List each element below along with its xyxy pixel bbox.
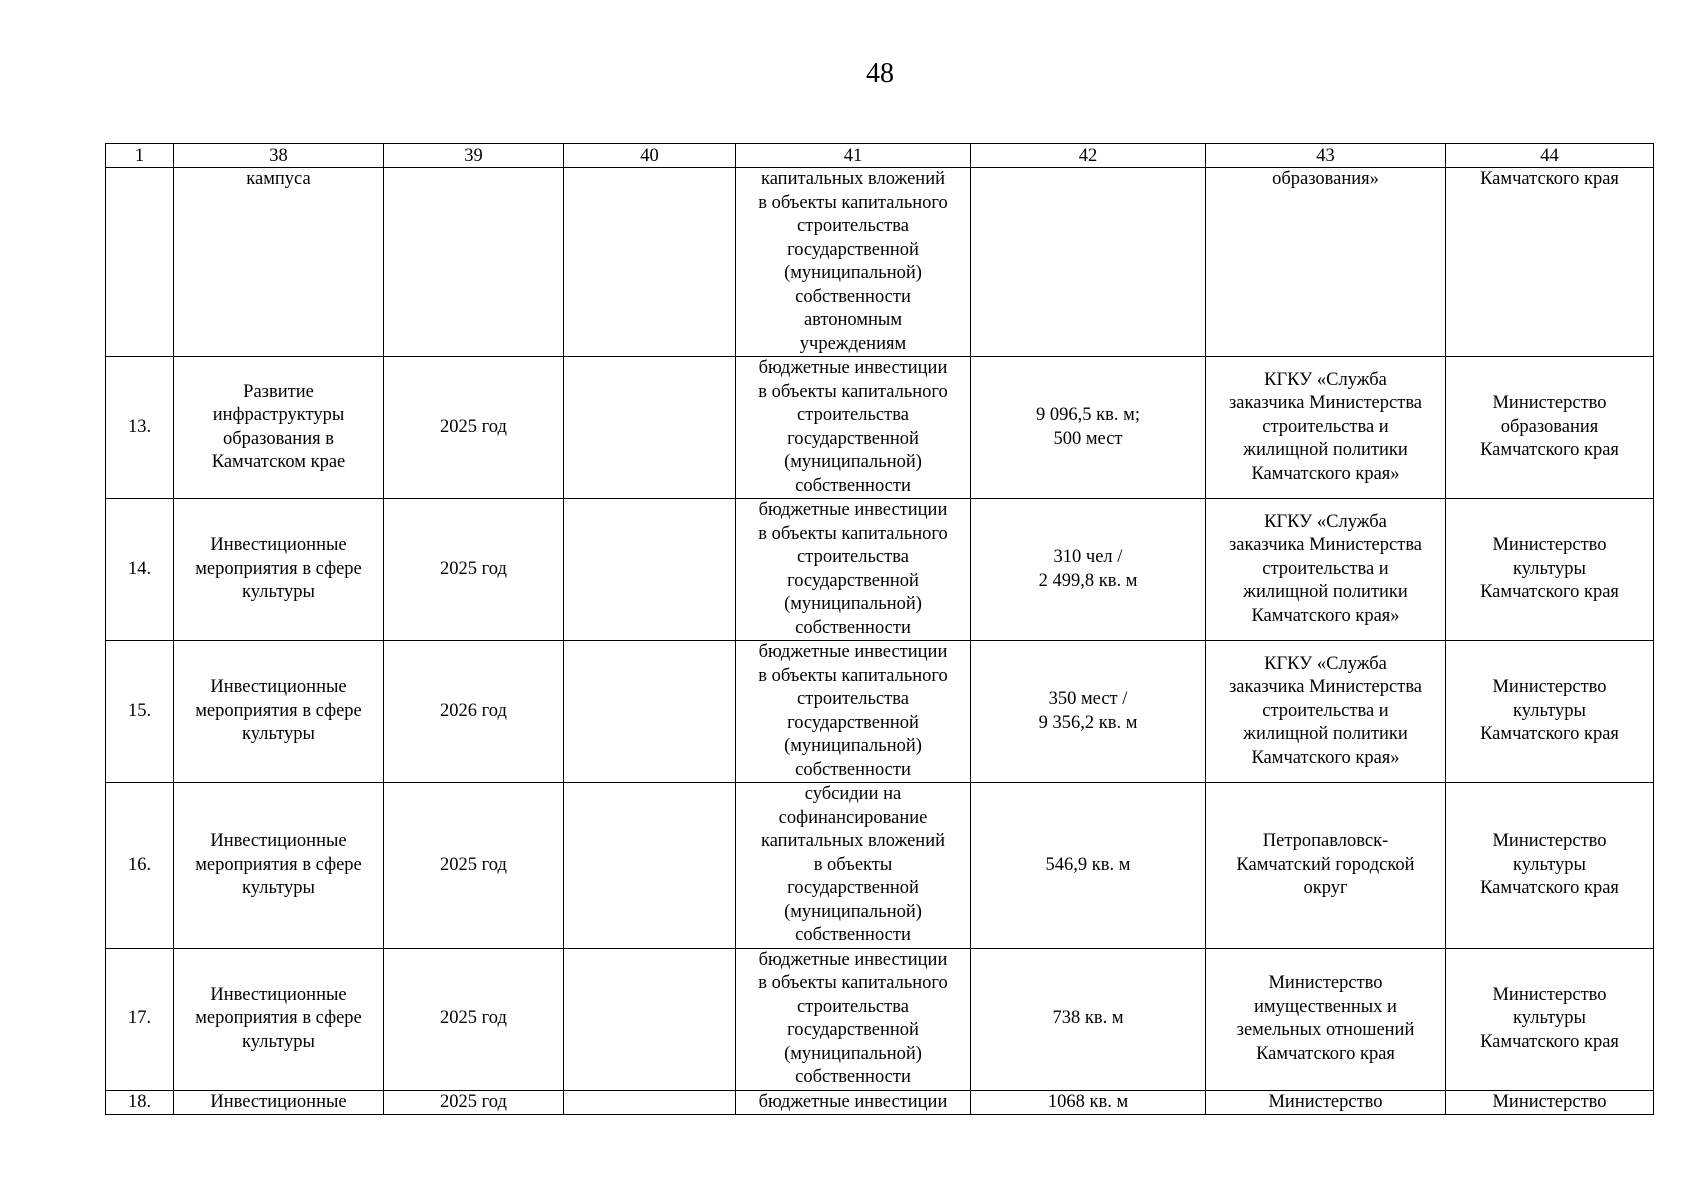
row-number: 14.	[106, 499, 174, 641]
customer-cell: КГКУ «Служба заказчика Министерства строительства и жилищной политики Камчатского края»	[1206, 357, 1446, 499]
capacity-cell: 9 096,5 кв. м; 500 мест	[971, 357, 1206, 499]
table-row	[106, 948, 1654, 1090]
year-cell: 2025 год	[384, 948, 564, 1090]
ministry-cell: Министерство культуры Камчатского края	[1446, 948, 1654, 1090]
year-cell: 2025 год	[384, 783, 564, 949]
table-cell	[564, 499, 736, 641]
column-number: 41	[736, 144, 971, 168]
investment-type-cell: бюджетные инвестиции в объекты капитального строительства государственной (муниципальной) собственности	[736, 641, 971, 783]
ministry-cell: Министерство культуры Камчатского края	[1446, 783, 1654, 949]
table-cell: Камчатского края	[1446, 168, 1654, 357]
column-number: 43	[1206, 144, 1446, 168]
ministry-cell: Министерство образования Камчатского края	[1446, 357, 1654, 499]
table-cell	[564, 948, 736, 1090]
investment-table	[105, 143, 1654, 1115]
row-number: 17.	[106, 948, 174, 1090]
event-name-cell: Инвестиционные мероприятия в сфере культуры	[174, 499, 384, 641]
year-cell: 2026 год	[384, 641, 564, 783]
customer-cell: Министерство	[1206, 1090, 1446, 1114]
row-number: 16.	[106, 783, 174, 949]
capacity-cell: 1068 кв. м	[971, 1090, 1206, 1114]
table-row	[106, 357, 1654, 499]
table-cell: образования»	[1206, 168, 1446, 357]
table-cell	[971, 168, 1206, 357]
table-row	[106, 499, 1654, 641]
table-cell	[564, 357, 736, 499]
customer-cell: Министерство имущественных и земельных отношений Камчатского края	[1206, 948, 1446, 1090]
event-name-cell: Инвестиционные	[174, 1090, 384, 1114]
table-cell: кампуса	[174, 168, 384, 357]
customer-cell: КГКУ «Служба заказчика Министерства строительства и жилищной политики Камчатского края»	[1206, 499, 1446, 641]
event-name-cell: Инвестиционные мероприятия в сфере культуры	[174, 948, 384, 1090]
column-number: 42	[971, 144, 1206, 168]
table-cell	[106, 168, 174, 357]
ministry-cell: Министерство	[1446, 1090, 1654, 1114]
capacity-cell: 738 кв. м	[971, 948, 1206, 1090]
event-name-cell: Инвестиционные мероприятия в сфере культуры	[174, 783, 384, 949]
row-number: 13.	[106, 357, 174, 499]
investment-type-cell: бюджетные инвестиции в объекты капитального строительства государственной (муниципальной) собственности	[736, 499, 971, 641]
column-number: 44	[1446, 144, 1654, 168]
capacity-cell: 350 мест / 9 356,2 кв. м	[971, 641, 1206, 783]
table-cell: капитальных вложений в объекты капитального строительства государственной (муниципальной) собственности автономным учреждениям	[736, 168, 971, 357]
table-row	[106, 641, 1654, 783]
investment-type-cell: бюджетные инвестиции в объекты капитального строительства государственной (муниципальной) собственности	[736, 357, 971, 499]
year-cell: 2025 год	[384, 357, 564, 499]
column-number-row	[106, 144, 1654, 168]
year-cell: 2025 год	[384, 1090, 564, 1114]
table-cell	[564, 1090, 736, 1114]
table-cell	[564, 641, 736, 783]
page-number: 48	[866, 58, 894, 89]
column-number: 38	[174, 144, 384, 168]
ministry-cell: Министерство культуры Камчатского края	[1446, 499, 1654, 641]
table-cell	[384, 168, 564, 357]
row-number: 15.	[106, 641, 174, 783]
customer-cell: КГКУ «Служба заказчика Министерства строительства и жилищной политики Камчатского края»	[1206, 641, 1446, 783]
row-number: 18.	[106, 1090, 174, 1114]
continuation-row	[106, 168, 1654, 357]
customer-cell: Петропавловск- Камчатский городской округ	[1206, 783, 1446, 949]
investment-type-cell: бюджетные инвестиции в объекты капитального строительства государственной (муниципальной) собственности	[736, 948, 971, 1090]
column-number: 40	[564, 144, 736, 168]
column-number: 1	[106, 144, 174, 168]
investment-type-cell: субсидии на софинансирование капитальных вложений в объекты государственной (муниципальной) собственности	[736, 783, 971, 949]
event-name-cell: Развитие инфраструктуры образования в Камчатском крае	[174, 357, 384, 499]
table-cell	[564, 168, 736, 357]
table-cell	[564, 783, 736, 949]
investment-type-cell: бюджетные инвестиции	[736, 1090, 971, 1114]
year-cell: 2025 год	[384, 499, 564, 641]
column-number: 39	[384, 144, 564, 168]
ministry-cell: Министерство культуры Камчатского края	[1446, 641, 1654, 783]
event-name-cell: Инвестиционные мероприятия в сфере культуры	[174, 641, 384, 783]
capacity-cell: 546,9 кв. м	[971, 783, 1206, 949]
table-row	[106, 783, 1654, 949]
table-row	[106, 1090, 1654, 1114]
capacity-cell: 310 чел / 2 499,8 кв. м	[971, 499, 1206, 641]
